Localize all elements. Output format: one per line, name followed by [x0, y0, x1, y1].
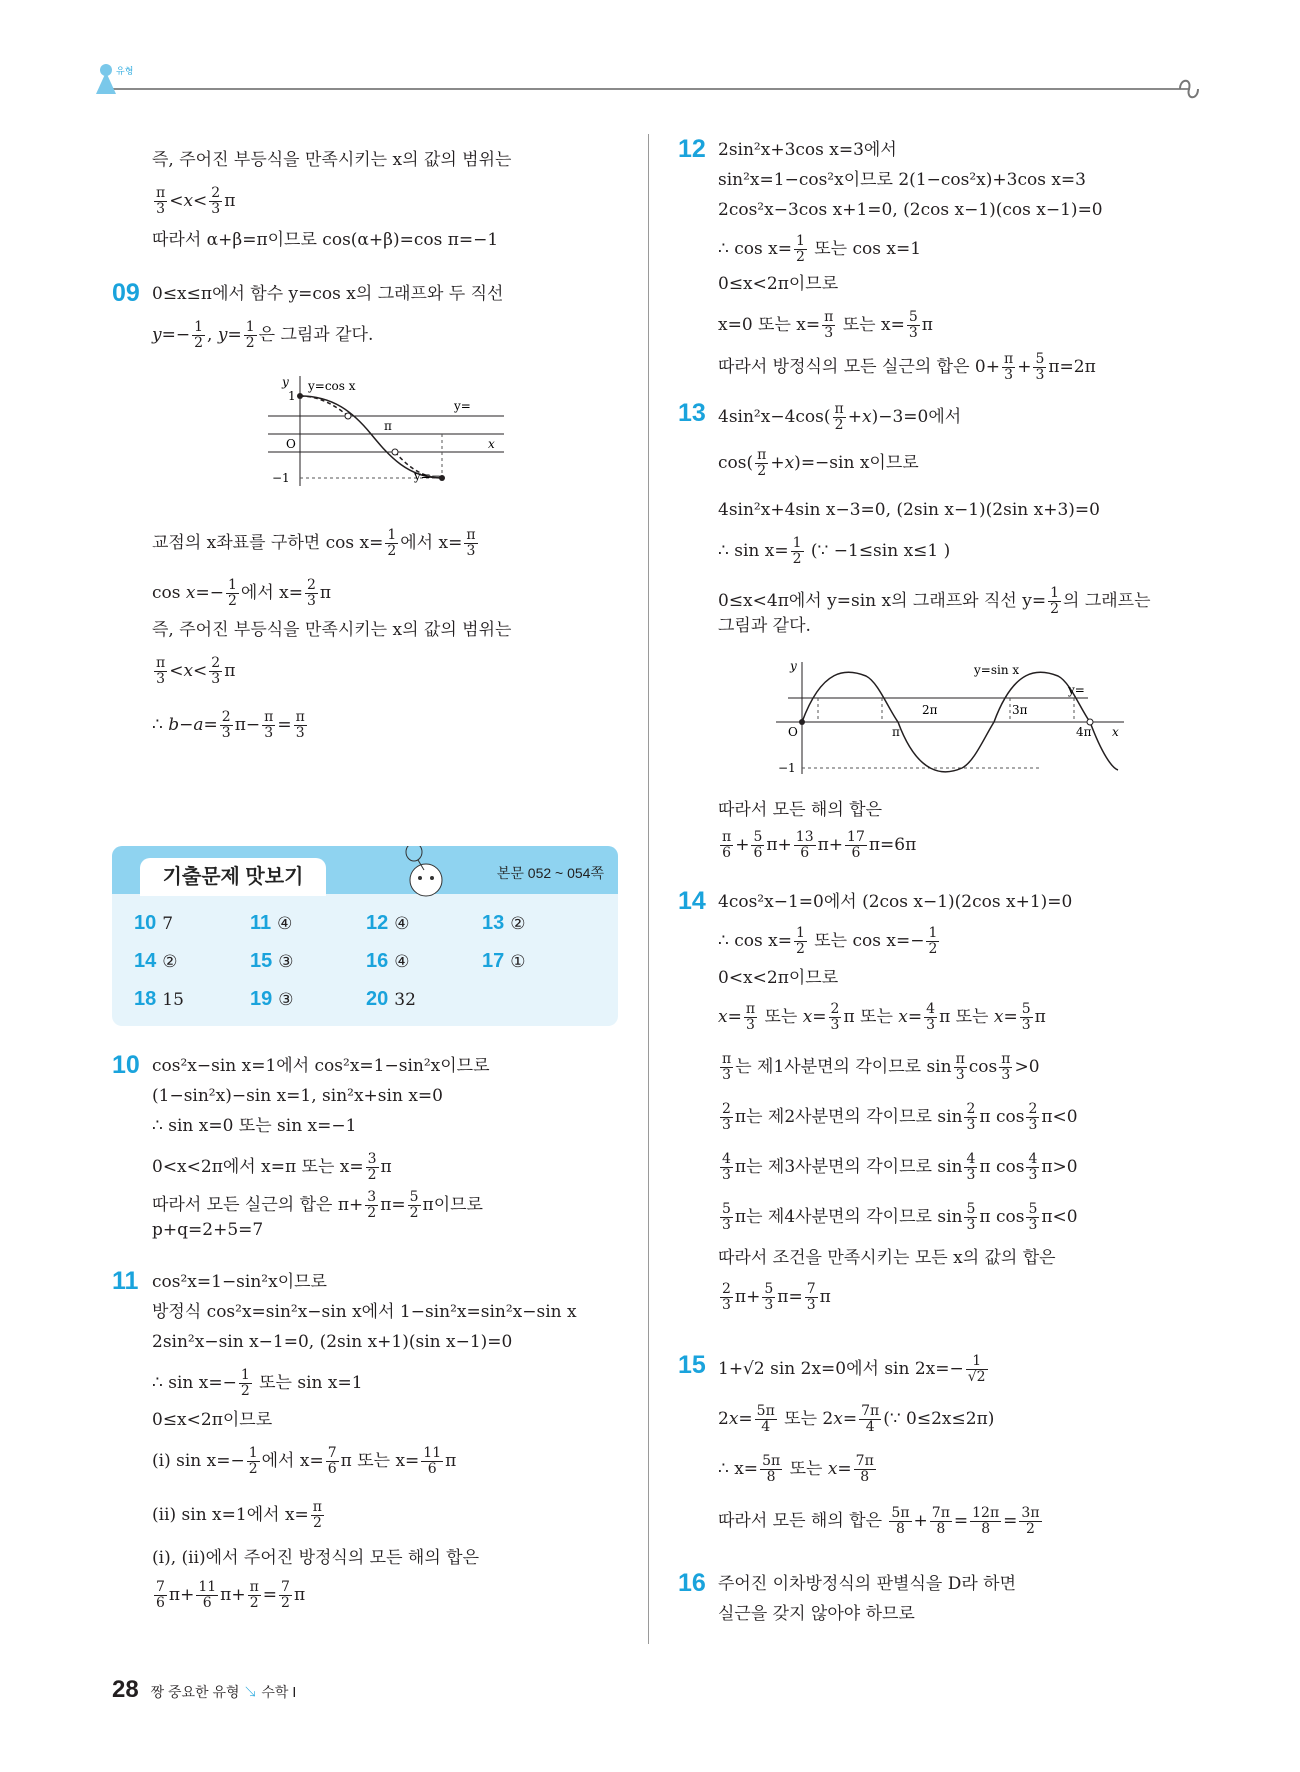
problem-number-12: 12	[678, 135, 706, 163]
p10-line-6: p+q=2+5=7	[152, 1220, 264, 1240]
footer-mark-icon: ↘	[243, 1684, 258, 1700]
answer-item: 12 ④	[366, 912, 410, 934]
p14-line-2: ∴ cos x= $\frac{1}{2}$ 또는 cos x=− $\frac{1}{2}$	[718, 925, 938, 957]
p11-line-5: 0≤x<2π이므로	[152, 1410, 273, 1430]
answer-item: 14 ②	[134, 950, 178, 972]
answer-item: 18 15	[134, 988, 184, 1010]
p15-line-4: 따라서 모든 해의 합은 $\frac{5\pi}{8}$ + $\frac{7\pi}{8}$ = $\frac{12\pi}{8}$ = $\frac{3\pi}{2}$	[718, 1505, 1040, 1537]
p13-line-5: 0≤x<4π에서 y=sin x의 그래프와 직선 y= $\frac{1}{2}$ 의 그래프는	[718, 585, 1151, 617]
p12-line-5: 0≤x<2π이므로	[718, 274, 839, 294]
p09-line-3: 교점의 x좌표를 구하면 cos x= $\frac{1}{2}$ 에서 x= $\frac{\pi}{3}$	[152, 527, 476, 559]
p14-line-3: 0<x<2π이므로	[718, 968, 839, 988]
p10-line-1: cos²x−sin x=1에서 cos²x=1−sin²x이므로	[152, 1056, 490, 1076]
answer-box	[112, 846, 618, 1026]
p10-line-3: ∴ sin x=0 또는 sin x=−1	[152, 1116, 357, 1136]
graph-x-axis: x	[488, 437, 495, 451]
sin-tick-2pi: 2π	[922, 703, 938, 717]
p11-line-8: (ⅰ), (ⅱ)에서 주어진 방정식의 모든 해의 합은	[152, 1548, 479, 1568]
p10-line-5: 따라서 모든 실근의 합은 π+ $\frac{3}{2}$ π= $\frac{5}{2}$ π이므로	[152, 1189, 483, 1221]
subject: 수학 Ⅰ	[261, 1684, 297, 1700]
p11-line-1: cos²x=1−sin²x이므로	[152, 1272, 327, 1292]
p15-line-3: ∴ x= $\frac{5\pi}{8}$ 또는 x= $\frac{7\pi}{8}$	[718, 1453, 874, 1485]
p14-line-6: $\frac{2}{3}$ π는 제2사분면의 각이므로 sin $\frac{2}{3}$ π cos $\frac{2}{3}$ π<0	[722, 1101, 1078, 1133]
answer-item: 10 7	[134, 912, 174, 934]
p12-line-1: 2sin²x+3cos x=3에서	[718, 140, 897, 160]
graph-tick-minus1: −1	[272, 471, 290, 485]
p09-line-7: ∴ b−a= $\frac{2}{3}$ π− $\frac{\pi}{3}$ = $\frac{\pi}{3}$	[152, 709, 305, 741]
p12-line-7: 따라서 방정식의 모든 실근의 합은 0+ $\frac{\pi}{3}$ + $\frac{5}{3}$ π=2π	[718, 351, 1096, 383]
cont-line-3: 따라서 α+β=π이므로 cos(α+β)=cos π=−1	[152, 230, 499, 250]
graph-tick-1: 1	[288, 389, 296, 403]
p14-line-9: 따라서 조건을 만족시키는 모든 x의 값의 합은	[718, 1248, 1056, 1268]
p11-line-9: $\frac{7}{6}$ π+ $\frac{11}{6}$ π+ $\frac{\pi}{2}$ = $\frac{7}{2}$ π	[156, 1579, 306, 1611]
graph-label-bottom: y=−	[414, 469, 441, 483]
p13-line-8: $\frac{\pi}{6}$ + $\frac{5}{6}$ π+ $\frac{13}{6}$ π+ $\frac{17}{6}$ π=6π	[722, 829, 917, 861]
sin-graph-origin: O	[788, 725, 798, 739]
header-rule	[110, 88, 1190, 90]
problem-number-13: 13	[678, 399, 706, 427]
sin-graph-label-line: y=	[1068, 683, 1085, 697]
p10-line-4: 0<x<2π에서 x=π 또는 x= $\frac{3}{2}$ π	[152, 1151, 392, 1183]
problem-number-16: 16	[678, 1569, 706, 1597]
sin-tick-minus1: −1	[778, 761, 796, 775]
p13-line-4: ∴ sin x= $\frac{1}{2}$ (∵ −1≤sin x≤1 )	[718, 535, 951, 567]
p14-line-4: x= $\frac{\pi}{3}$ 또는 x= $\frac{2}{3}$ π 또는 x= $\frac{4}{3}$ π 또는 x= $\frac{5}{3}$ π	[718, 1001, 1046, 1033]
answer-item: 13 ②	[482, 912, 526, 934]
p13-line-7: 따라서 모든 해의 합은	[718, 800, 883, 820]
p14-line-8: $\frac{5}{3}$ π는 제4사분면의 각이므로 sin $\frac{5}{3}$ π cos $\frac{5}{3}$ π<0	[722, 1201, 1078, 1233]
sin-graph	[768, 658, 1128, 778]
sin-tick-3pi: 3π	[1012, 703, 1028, 717]
p15-line-1: 1+√2 sin 2x=0에서 sin 2x=− $\frac{1}{√2}$	[718, 1353, 986, 1385]
cos-graph	[258, 372, 508, 490]
answer-box-ref: 본문 052 ~ 054쪽	[496, 865, 604, 881]
p13-line-6: 그림과 같다.	[718, 616, 811, 636]
cos-curve	[300, 396, 442, 478]
p14-line-10: $\frac{2}{3}$ π+ $\frac{5}{3}$ π= $\frac{7}{3}$ π	[722, 1281, 831, 1313]
p10-line-2: (1−sin²x)−sin x=1, sin²x+sin x=0	[152, 1086, 443, 1106]
girl-logo-icon	[86, 60, 146, 100]
svg-text:유형: 유형	[116, 66, 134, 76]
p16-line-1: 주어진 이차방정식의 판별식을 D라 하면	[718, 1574, 1016, 1594]
p11-line-2: 방정식 cos²x=sin²x−sin x에서 1−sin²x=sin²x−sin x	[152, 1302, 577, 1322]
p09-line-2: y=− $\frac{1}{2}$ , y= $\frac{1}{2}$ 은 그림과 같다.	[152, 319, 374, 351]
p11-line-7: (ⅱ) sin x=1에서 x= $\frac{\pi}{2}$	[152, 1499, 322, 1531]
answer-item: 11 ④	[250, 912, 293, 934]
p12-line-2: sin²x=1−cos²x이므로 2(1−cos²x)+3cos x=3	[718, 170, 1086, 190]
p16-line-2: 실근을 갖지 않아야 하므로	[718, 1604, 915, 1624]
p09-line-5: 즉, 주어진 부등식을 만족시키는 x의 값의 범위는	[152, 620, 512, 640]
p09-line-6: $\frac{\pi}{3}$ <x< $\frac{2}{3}$ π	[156, 655, 236, 687]
sin-tick-4pi: 4π	[1076, 725, 1092, 739]
p15-line-2: 2x= $\frac{5\pi}{4}$ 또는 2x= $\frac{7\pi}{4}$ (∵ 0≤2x≤2π)	[718, 1403, 995, 1435]
problem-number-10: 10	[112, 1051, 140, 1079]
answer-item: 20 32	[366, 988, 416, 1010]
graph-y-axis: y	[282, 375, 289, 389]
answer-item: 17 ①	[482, 950, 526, 972]
p14-line-5: $\frac{\pi}{3}$ 는 제1사분면의 각이므로 sin $\frac{\pi}{3}$ cos $\frac{\pi}{3}$ >0	[722, 1051, 1040, 1083]
p11-line-6: (ⅰ) sin x=− $\frac{1}{2}$ 에서 x= $\frac{7}{6}$ π 또는 x= $\frac{11}{6}$ π	[152, 1445, 457, 1477]
p12-line-4: ∴ cos x= $\frac{1}{2}$ 또는 cos x=1	[718, 233, 922, 265]
p13-line-3: 4sin²x+4sin x−3=0, (2sin x−1)(2sin x+3)=0	[718, 500, 1100, 520]
answer-box-title: 기출문제 맛보기	[140, 858, 326, 896]
graph-label-curve: y=cos x	[308, 379, 356, 393]
p09-line-1: 0≤x≤π에서 함수 y=cos x의 그래프와 두 직선	[152, 284, 504, 304]
sin-tick-pi: π	[892, 725, 900, 739]
graph-origin: O	[286, 437, 296, 451]
column-divider	[648, 134, 649, 1644]
problem-number-09: 09	[112, 279, 140, 307]
p12-line-3: 2cos²x−3cos x+1=0, (2cos x−1)(cos x−1)=0	[718, 200, 1103, 220]
graph-label-top: y=	[454, 399, 471, 413]
problem-number-11: 11	[112, 1267, 139, 1295]
sin-graph-label-curve: y=sin x	[974, 663, 1020, 677]
p09-line-4: cos x=− $\frac{1}{2}$ 에서 x= $\frac{2}{3}$ π	[152, 577, 332, 609]
sin-graph-x-axis: x	[1112, 725, 1119, 739]
book-title: 짱 중요한 유형	[150, 1684, 240, 1700]
p13-line-1: 4sin²x−4cos( $\frac{\pi}{2}$ +x)−3=0에서	[718, 401, 962, 433]
cont-line-2: $\frac{\pi}{3}$ <x< $\frac{2}{3}$ π	[156, 185, 236, 217]
sin-graph-y-axis: y	[790, 659, 797, 673]
p14-line-7: $\frac{4}{3}$ π는 제3사분면의 각이므로 sin $\frac{4}{3}$ π cos $\frac{4}{3}$ π>0	[722, 1151, 1078, 1183]
answer-item: 19 ③	[250, 988, 294, 1010]
p12-line-6: x=0 또는 x= $\frac{\pi}{3}$ 또는 x= $\frac{5}{3}$ π	[718, 309, 933, 341]
p11-line-3: 2sin²x−sin x−1=0, (2sin x+1)(sin x−1)=0	[152, 1332, 513, 1352]
p13-line-2: cos( $\frac{\pi}{2}$ +x)=−sin x이므로	[718, 447, 919, 479]
graph-tick-pi: π	[384, 419, 392, 433]
problem-number-15: 15	[678, 1351, 706, 1379]
cat-badminton-icon	[396, 846, 466, 904]
cont-line-1: 즉, 주어진 부등식을 만족시키는 x의 값의 범위는	[152, 150, 512, 170]
page-number: 28	[112, 1676, 139, 1703]
footer	[112, 1676, 296, 1704]
ribbon-icon	[1176, 76, 1202, 102]
answer-item: 16 ④	[366, 950, 410, 972]
p11-line-4: ∴ sin x=− $\frac{1}{2}$ 또는 sin x=1	[152, 1367, 363, 1399]
answer-item: 15 ③	[250, 950, 294, 972]
p14-line-1: 4cos²x−1=0에서 (2cos x−1)(2cos x+1)=0	[718, 892, 1073, 912]
problem-number-14: 14	[678, 887, 706, 915]
